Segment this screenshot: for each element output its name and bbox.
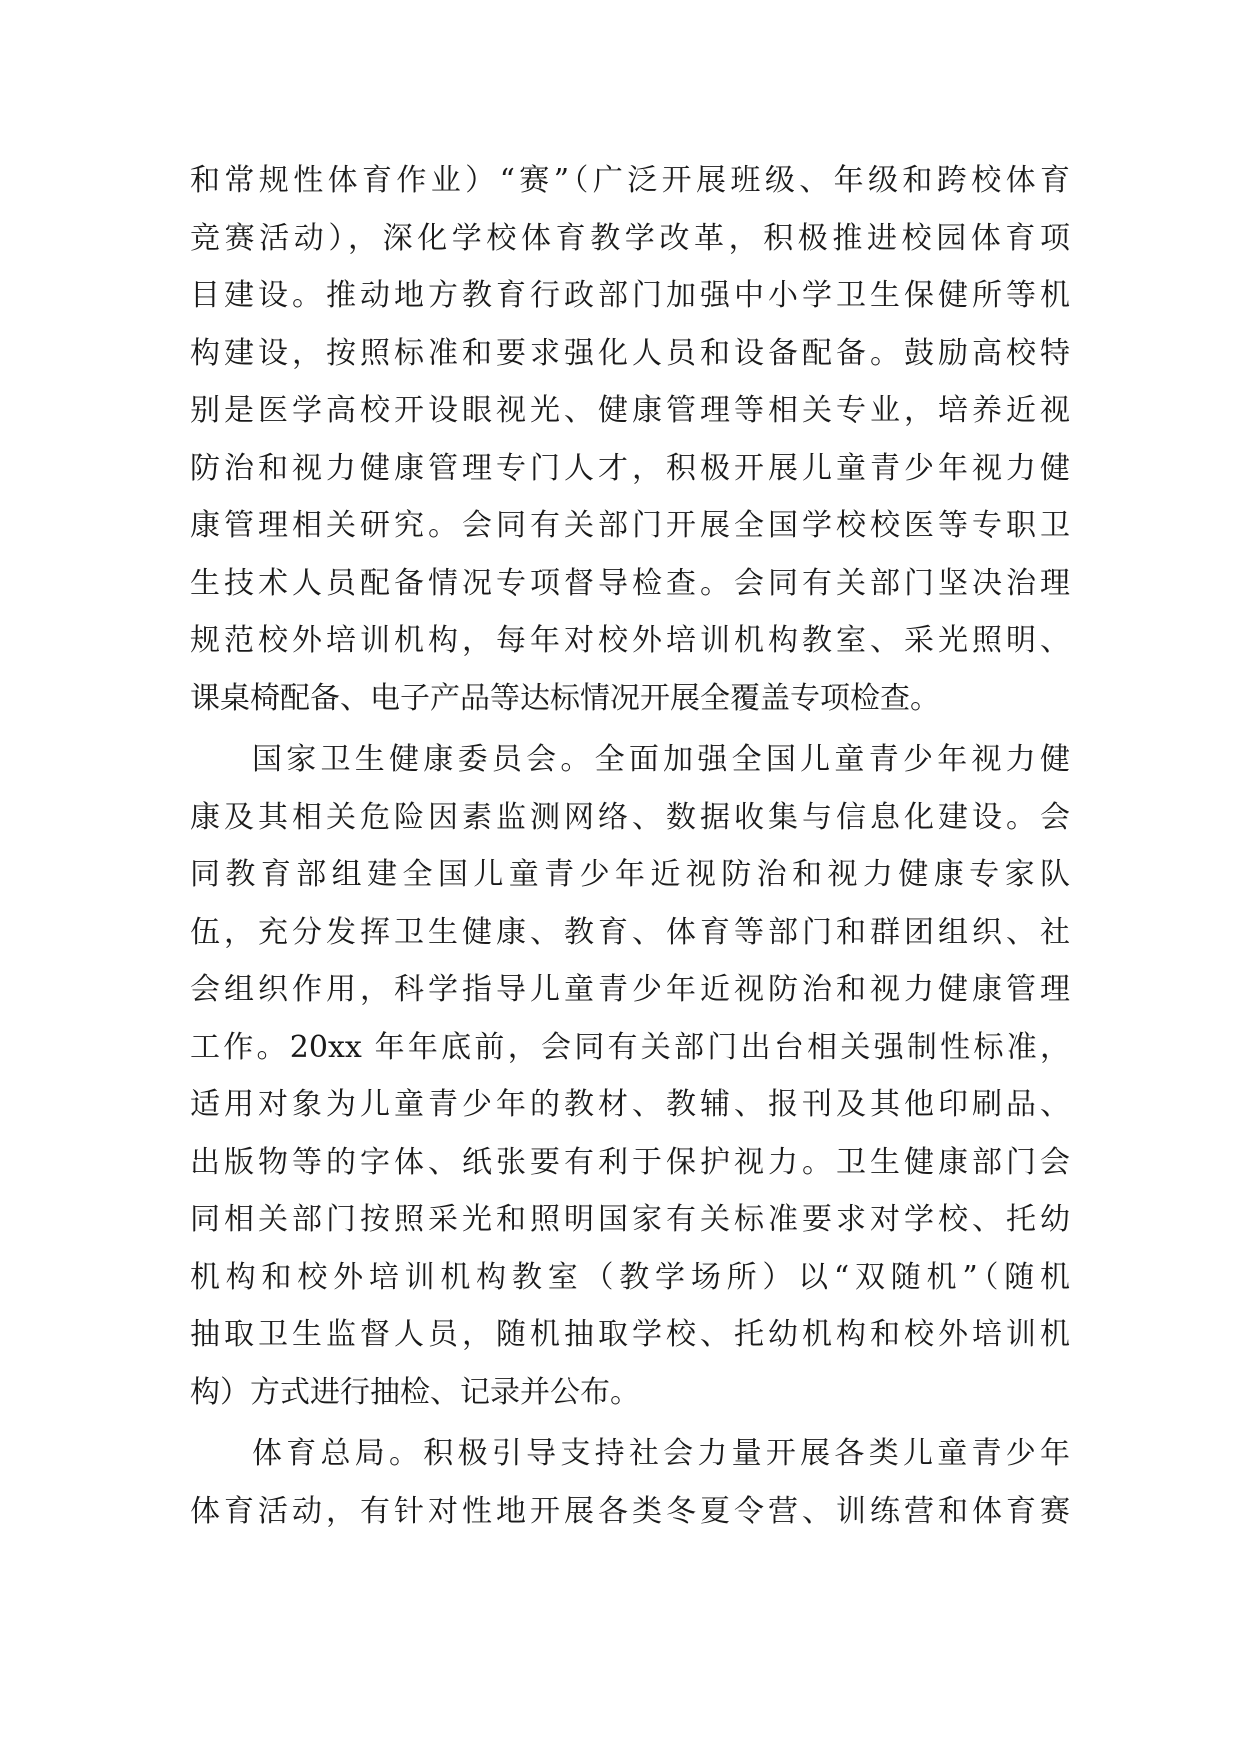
text-line: 抽取卫生监督人员，随机抽取学校、托幼机构和校外培训机	[190, 1317, 1070, 1352]
text-line: 课桌椅配备、电子产品等达标情况开展全覆盖专项检查。	[190, 680, 940, 716]
text-line: 机构和校外培训机构教室（教学场所）以“双随机”（随机	[190, 1259, 1070, 1295]
text-line: 和常规性体育作业）“赛”（广泛开展班级、年级和跨校体育	[190, 163, 1070, 198]
text-line: 构建设，按照标准和要求强化人员和设备配备。鼓励高校特	[190, 335, 1070, 371]
text-line: 同教育部组建全国儿童青少年近视防治和视力健康专家队	[190, 857, 1070, 892]
text-line: 构）方式进行抽检、记录并公布。	[190, 1374, 640, 1410]
text-line: 会组织作用，科学指导儿童青少年近视防治和视力健康管理	[190, 972, 1070, 1007]
text-line: 竞赛活动），深化学校体育教学改革，积极推进校园体育项	[190, 220, 1070, 256]
text-line: 体育活动，有针对性地开展各类冬夏令营、训练营和体育赛	[190, 1493, 1070, 1529]
text-line: 生技术人员配备情况专项督导检查。会同有关部门坚决治理	[190, 565, 1070, 601]
paragraph-continuation	[190, 152, 1070, 727]
paragraph-health-commission	[190, 731, 1070, 1421]
text-line: 康及其相关危险因素监测网络、数据收集与信息化建设。会	[190, 799, 1070, 835]
text-line: 伍，充分发挥卫生健康、教育、体育等部门和群团组织、社	[190, 914, 1070, 950]
text-line: 目建设。推动地方教育行政部门加强中小学卫生保健所等机	[190, 278, 1070, 313]
text-line: 规范校外培训机构，每年对校外培训机构教室、采光照明、	[190, 623, 1070, 658]
text-line: 同相关部门按照采光和照明国家有关标准要求对学校、托幼	[190, 1202, 1070, 1237]
text-line: 体育总局。积极引导支持社会力量开展各类儿童青少年	[252, 1436, 1070, 1471]
paragraph-sports-administration	[190, 1425, 1070, 1540]
document-body	[190, 152, 1070, 1540]
text-line: 康管理相关研究。会同有关部门开展全国学校校医等专职卫	[190, 508, 1070, 543]
text-line: 适用对象为儿童青少年的教材、教辅、报刊及其他印刷品、	[190, 1087, 1070, 1122]
text-line: 别是医学高校开设眼视光、健康管理等相关专业，培养近视	[190, 393, 1070, 428]
text-line: 出版物等的字体、纸张要有利于保护视力。卫生健康部门会	[190, 1144, 1070, 1180]
text-line: 国家卫生健康委员会。全面加强全国儿童青少年视力健	[252, 742, 1070, 777]
text-line: 工作。20xx 年年底前，会同有关部门出台相关强制性标准，	[190, 1029, 1070, 1065]
text-line: 防治和视力健康管理专门人才，积极开展儿童青少年视力健	[190, 450, 1070, 486]
